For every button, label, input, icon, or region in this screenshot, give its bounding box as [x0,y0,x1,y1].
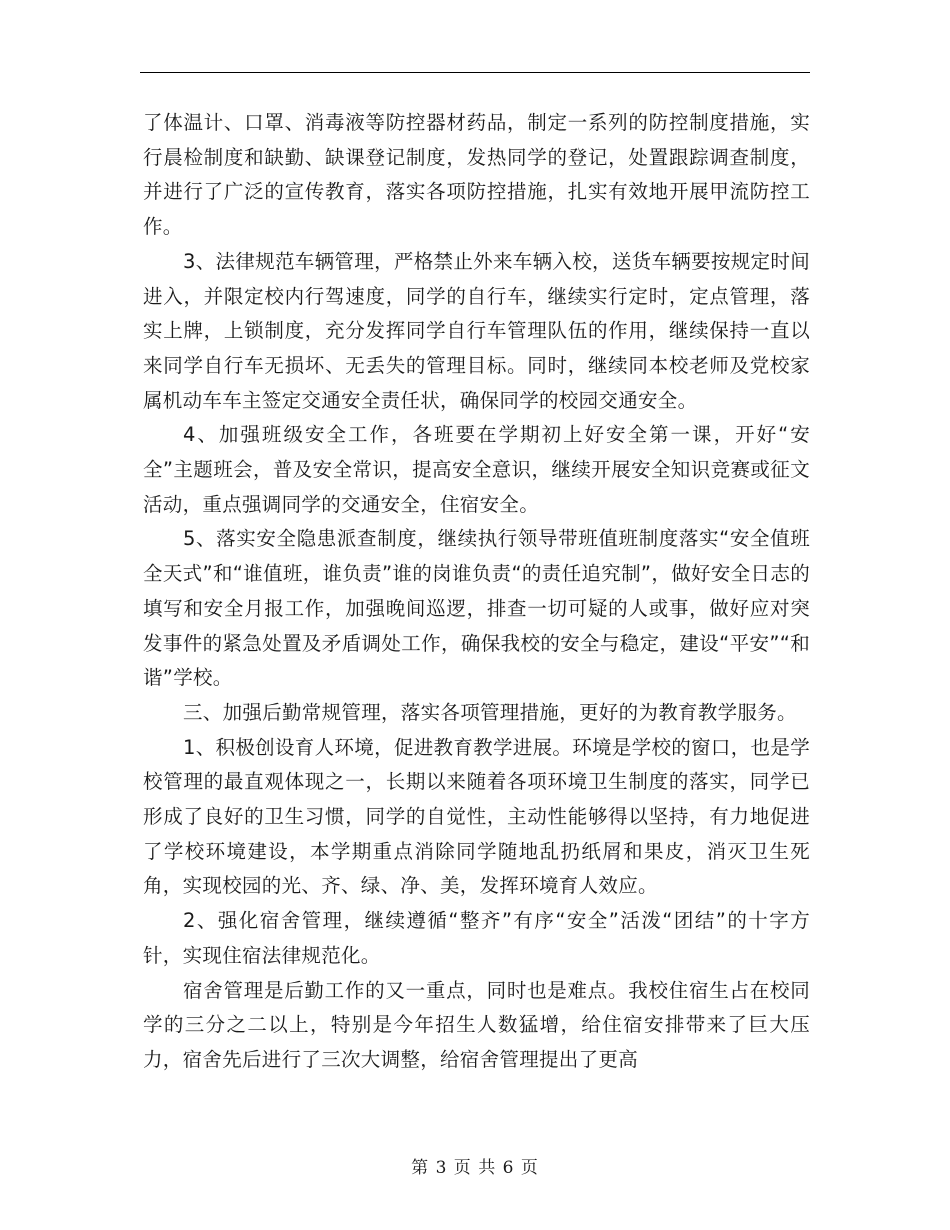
paragraph: 5、落实安全隐患派查制度，继续执行领导带班值班制度落实“安全值班全天式”和“谁值班，谁负责”谁的岗谁负责“的责任追究制”，做好安全日志的填写和安全月报工作，加强晚间巡逻，排查一切可疑的人或事，做好应对突发事件的紧急处置及矛盾调处工作，确保我校的安全与稳定，建设“平安”“和谐”学校。 [143,527,810,690]
paragraph: 宿舍管理是后勤工作的又一重点，同时也是难点。我校住宿生占在校同学的三分之二以上，特别是今年招生人数猛增，给住宿安排带来了巨大压力，宿舍先后进行了三次大调整，给宿舍管理提出了更高 [143,978,810,1071]
paragraph: 3、法律规范车辆管理，严格禁止外来车辆入校，送货车辆要按规定时间进入，并限定校内行驾速度，同学的自行车，继续实行定时，定点管理，落实上牌，上锁制度，充分发挥同学自行车管理队伍的作用，继续保持一直以来同学自行车无损坏、无丢失的管理目标。同时，继续同本校老师及党校家属机动车车主签定交通安全责任状，确保同学的校园交通安全。 [143,249,810,412]
page-number: 第 3 页 共 6 页 [411,1158,539,1178]
header-rule [140,72,810,73]
paragraph: 2、强化宿舍管理，继续遵循“整齐”有序“安全”活泼“团结”的十字方针，实现住宿法律规范化。 [143,909,810,967]
paragraph: 4、加强班级安全工作，各班要在学期初上好安全第一课，开好“安全”主题班会，普及安全常识，提高安全意识，继续开展安全知识竞赛或征文活动，重点强调同学的交通安全，住宿安全。 [143,423,810,516]
paragraph: 1、积极创设育人环境，促进教育教学进展。环境是学校的窗口，也是学校管理的最直观体现之一，长期以来随着各项环境卫生制度的落实，同学已形成了良好的卫生习惯，同学的自觉性，主动性能够得以坚持，有力地促进了学校环境建设，本学期重点消除同学随地乱扔纸屑和果皮，消灭卫生死角，实现校园的光、齐、绿、净、美，发挥环境育人效应。 [143,735,810,898]
section-heading: 三、加强后勤常规管理，落实各项管理措施，更好的为教育教学服务。 [183,700,797,724]
paragraph: 了体温计、口罩、消毒液等防控器材药品，制定一系列的防控制度措施，实行晨检制度和缺勤、缺课登记制度，发热同学的登记，处置跟踪调查制度，并进行了广泛的宣传教育，落实各项防控措施，扎实有效地开展甲流防控工作。 [143,111,810,239]
body-text [143,106,810,1078]
